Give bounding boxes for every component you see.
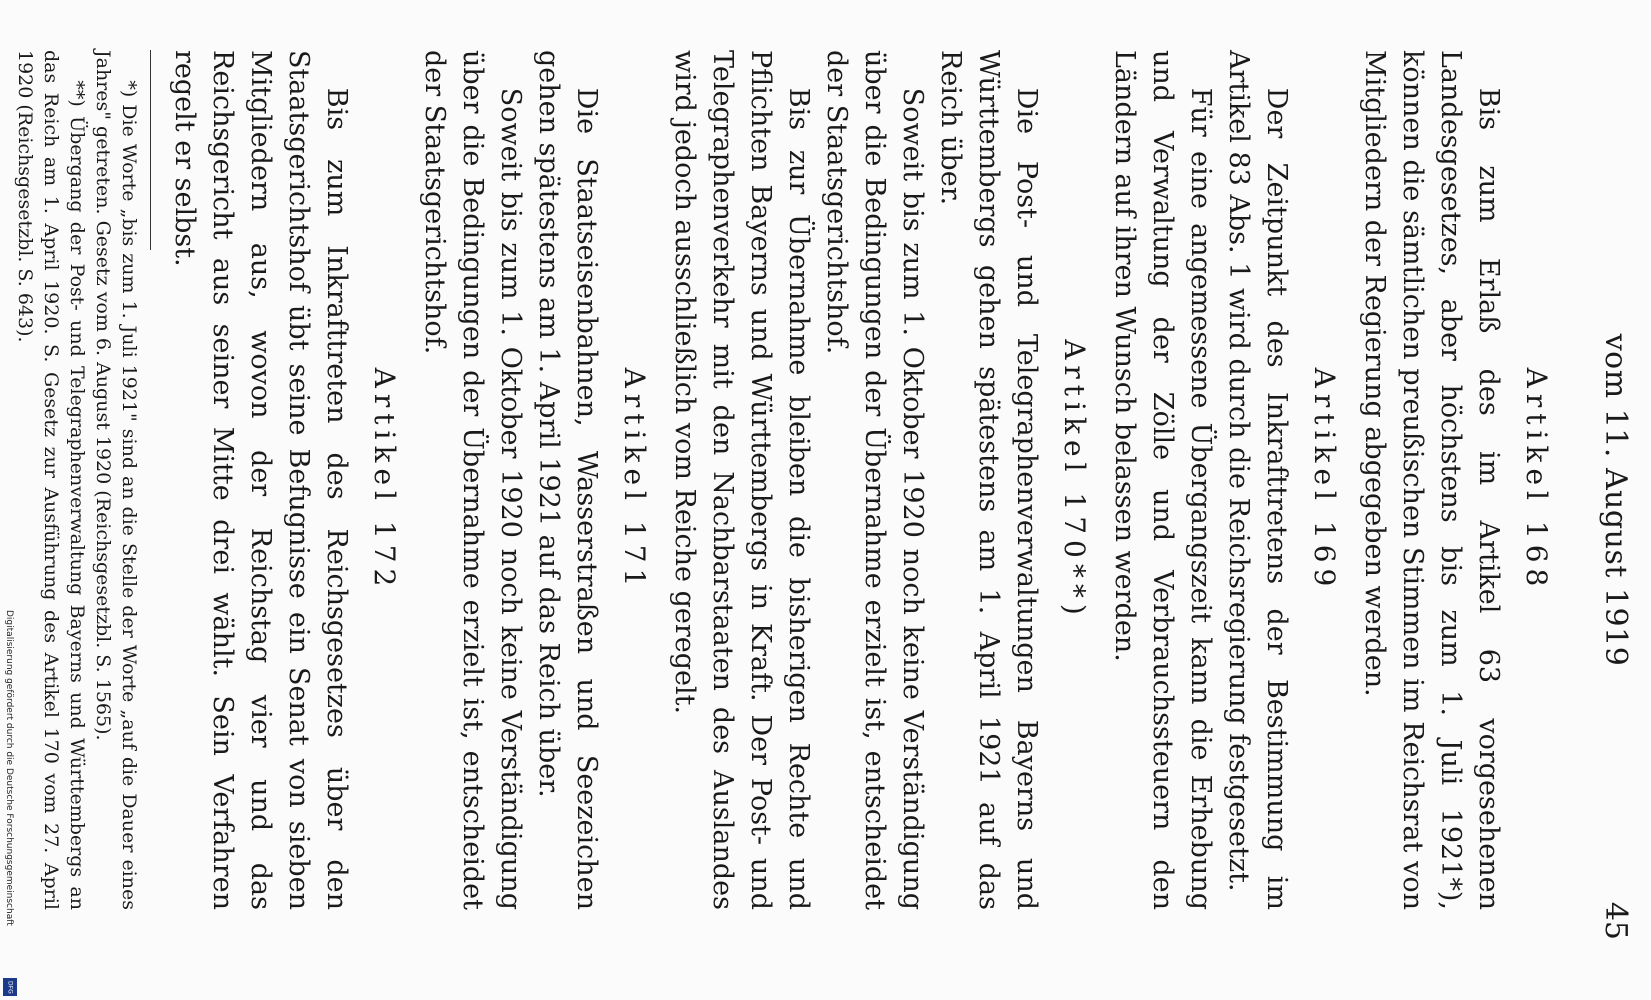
article-168-paragraph: Bis zum Erlaß des im Artikel 63 vorgesehenen Landesgesetzes, aber höchstens bis zum 1. Juli 1921*), können die sämtlichen preußischen Stimmen im Reichsrat von Mitgliedern der Regierung abgegeben werden. [1359,50,1504,910]
article-169-paragraph-2: Für eine angemessene Übergangszeit kann die Erhebung und Verwaltung der Zölle und Verbrauchssteuern den Ländern auf ihren Wunsch belassen werden. [1109,50,1216,910]
digitization-credit [0,610,20,1000]
article-169-heading: Artikel 169 [1308,367,1341,593]
article-168-heading: Artikel 168 [1520,367,1553,593]
page-number: 45 [1598,901,1633,940]
page-body [12,50,1567,910]
article-170-paragraph-1: Die Post- und Telegraphenverwaltungen Bayerns und Württembergs gehen spätestens am 1. April 1921 auf das Reich über. [935,50,1042,910]
page-header [1593,40,1633,960]
article-171-paragraph-1: Die Staatseisenbahnen, Wasserstraßen und Seezeichen gehen spätestens am 1. April 1921 auf das Reich über. [533,50,602,910]
article-169-paragraph-1: Der Zeitpunkt des Inkrafttretens der Bestimmung im Artikel 83 Abs. 1 wird durch die Reichsregierung festgesetzt. [1223,50,1292,910]
article-170-heading: Artikel 170**) [1058,339,1091,621]
footnote-2: **) Übergang der Post- und Telegraphenverwaltung Bayerns und Württembergs an das Reich am 1. April 1920. S. Gesetz zur Ausführung des Artikel 170 vom 27. April 1920 (Reichsgesetzbl. S. 643). [14,50,88,910]
article-170-paragraph-3: Bis zur Übernahme bleiben die bisherigen Rechte und Pflichten Bayerns und Württembergs in Kraft. Der Post- und Telegraphenverkehr mit den Nachbarstaaten des Auslandes wird jedoch ausschließlich vom Reiche geregelt. [669,50,814,910]
article-171-heading: Artikel 171 [618,367,651,593]
article-170-paragraph-2: Soweit bis zum 1. Oktober 1920 noch keine Verständigung über die Bedingungen der Übernahme erzielt ist, entscheidet der Staatsgerichtshof. [821,50,928,910]
article-172-paragraph-1: Bis zum Inkrafttreten des Reichsgesetzes über den Staatsgerichtshof übt seine Befugnisse ein Senat von sieben Mitgliedern aus, wovon der Reichstag vier und das Reichsgericht aus seiner Mitte drei wählt. Sein Verfahren regelt er selbst. [169,50,352,910]
running-head: vom 11. August 1919 [1598,333,1633,667]
article-171-paragraph-2: Soweit bis zum 1. Oktober 1920 noch keine Verständigung über die Bedingungen der Übernahme erzielt ist, entscheidet der Staatsgerichtshof. [419,50,526,910]
footnote-divider [150,50,151,250]
article-172-heading: Artikel 172 [368,367,401,593]
footnotes [12,50,142,910]
digitization-credit-text: Digitalisierung gefördert durch die Deutsche Forschungsgemeinschaft [4,610,14,926]
dfg-logo-icon: DFG [3,978,17,996]
footnote-1: *) Die Worte „bis zum 1. Juli 1921" sind an die Stelle der Worte „auf die Dauer eines Jahres" getreten. Gesetz vom 6. August 1920 (Reichsgesetzbl. S. 1565). [92,50,140,910]
